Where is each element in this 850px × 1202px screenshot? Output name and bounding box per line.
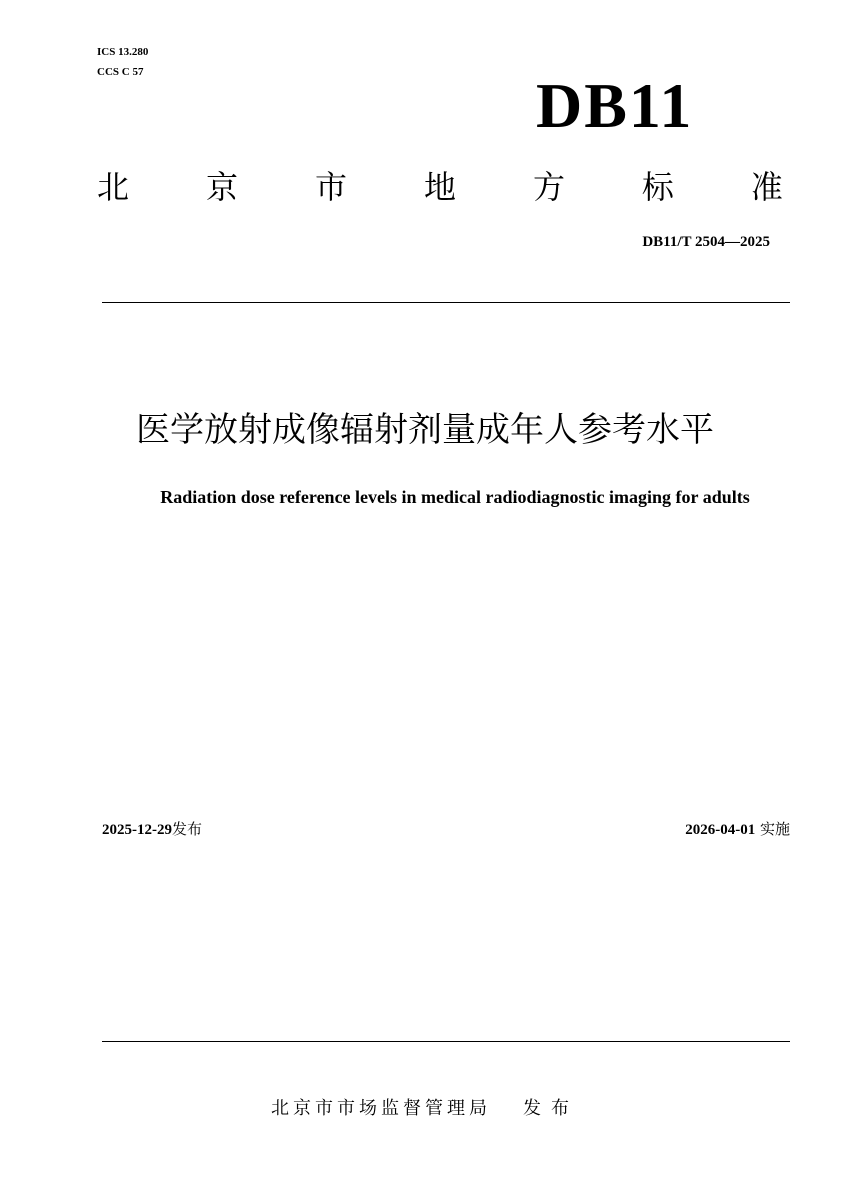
implementation-label: 实施 (759, 819, 790, 838)
publisher-line (0, 1094, 850, 1124)
standard-type-char: 标 (641, 168, 674, 206)
top-divider (102, 302, 790, 303)
issue-date: 2025-12-29 (102, 821, 172, 838)
english-title: Radiation dose reference levels in medical radiodiagnostic imaging for adults (160, 487, 750, 507)
classification-codes (97, 42, 148, 82)
standard-type-char: 京 (205, 168, 238, 206)
standard-number: DB11/T 2504—2025 (642, 234, 770, 250)
standard-type-heading (97, 163, 783, 211)
ccs-code: CCS C 57 (97, 66, 144, 78)
issue-date-group (102, 816, 202, 843)
ics-code: ICS 13.280 (97, 46, 149, 58)
standard-type-char: 方 (532, 168, 565, 206)
standard-mark: DB11 (536, 70, 694, 141)
bottom-divider (102, 1041, 790, 1042)
publisher-name: 北京市市场监督管理局 (271, 1098, 491, 1119)
chinese-title: 医学放射成像辐射剂量成年人参考水平 (136, 410, 714, 450)
standard-type-char: 准 (750, 168, 783, 206)
publisher-action: 发布 (523, 1098, 579, 1119)
implementation-date-group (685, 816, 790, 843)
standard-type-char: 北 (97, 168, 130, 206)
standard-type-char: 地 (423, 168, 456, 206)
issue-label: 发布 (172, 819, 203, 838)
standard-type-char: 市 (314, 168, 347, 206)
implementation-date: 2026-04-01 (685, 821, 756, 838)
date-row (102, 816, 790, 842)
